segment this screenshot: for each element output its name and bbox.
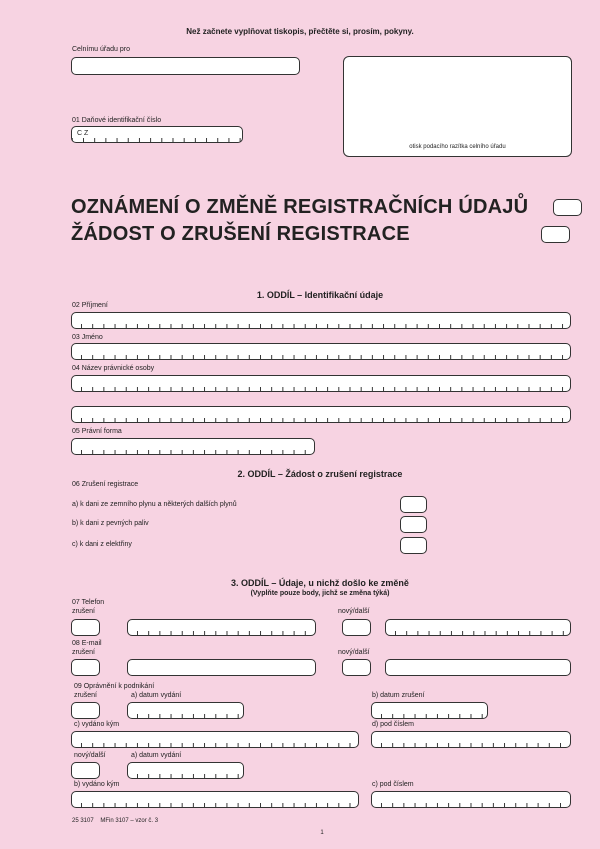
title-cancel-checkbox[interactable] [541,226,570,243]
permit-issued-by-input[interactable] [71,731,359,748]
dic-prefix: C Z [77,130,89,137]
phone-cancel-checkbox[interactable] [71,619,100,636]
permit-issued-by-label: c) vydáno kým [74,721,120,728]
title-change: OZNÁMENÍ O ZMĚNĚ REGISTRAČNÍCH ÚDAJŮ [71,196,529,218]
permit-cancel-checkbox[interactable] [71,702,100,719]
stamp-box [343,56,572,157]
surname-input[interactable] [71,312,571,329]
phone-new-checkbox[interactable] [342,619,371,636]
permit-new-issued-by-input[interactable] [71,791,359,808]
permit-new-issued-by-label: b) vydáno kým [74,781,120,788]
permit-ref-input[interactable] [371,731,571,748]
legal-form-label: 05 Právní forma [72,428,122,435]
dic-input[interactable] [71,126,243,143]
permit-issue-date-input[interactable] [127,702,244,719]
option-electric-checkbox[interactable] [400,537,427,554]
permit-cancel-date-label: b) datum zrušení [372,692,425,699]
phone-cancel-label: zrušení [72,608,95,615]
permit-new-issue-date-label: a) datum vydání [131,752,182,759]
phone-new-input[interactable] [385,619,571,636]
email-cancel-checkbox[interactable] [71,659,100,676]
email-new-checkbox[interactable] [342,659,371,676]
page-number: 1 [320,830,324,836]
permit-cancel-label: zrušení [74,692,97,699]
dic-label: 01 Daňové identifikační číslo [72,117,162,124]
instruction-text: Než začnete vyplňovat tiskopis, přečtěte si, prosím, pokyny. [186,27,414,36]
option-gas-label: a) k dani ze zemního plynu a některých dalších plynů [72,501,237,508]
company-input-1[interactable] [71,375,571,392]
permit-label: 09 Oprávnění k podnikání [74,683,155,690]
name-label: 03 Jméno [72,334,103,341]
cancel-reg-label: 06 Zrušení registrace [72,481,139,488]
office-input[interactable] [71,57,300,75]
section3-heading: 3. ODDÍL – Údaje, u nichž došlo ke změně [231,578,409,588]
permit-new-issue-date-input[interactable] [127,762,244,779]
section2-heading: 2. ODDÍL – Žádost o zrušení registrace [237,469,403,479]
email-new-input[interactable] [385,659,571,676]
legal-form-input[interactable] [71,438,315,455]
phone-new-label: nový/další [338,608,370,615]
stamp-label: otisk podacího razítka celního úřadu [409,144,506,150]
option-electric-label: c) k dani z elektřiny [72,541,132,548]
section1-heading: 1. ODDÍL – Identifikační údaje [256,290,384,300]
permit-issue-date-label: a) datum vydání [131,692,182,699]
email-new-label: nový/další [338,649,370,656]
name-input[interactable] [71,343,571,360]
title-change-checkbox[interactable] [553,199,582,216]
permit-new-checkbox[interactable] [71,762,100,779]
company-label: 04 Název právnické osoby [72,365,155,372]
company-input-2[interactable] [71,406,571,423]
phone-old-input[interactable] [127,619,316,636]
option-gas-checkbox[interactable] [400,496,427,513]
email-label: 08 E-mail [72,640,102,647]
section3-subheading: (Vyplňte pouze body, jichž se změna týká) [250,590,390,597]
office-label: Celnímu úřadu pro [72,46,130,53]
permit-new-label: nový/další [74,752,106,759]
permit-new-ref-input[interactable] [371,791,571,808]
option-solid-checkbox[interactable] [400,516,427,533]
email-cancel-label: zrušení [72,649,95,656]
surname-label: 02 Příjmení [72,302,108,309]
permit-ref-label: d) pod číslem [372,721,415,728]
title-cancel: ŽÁDOST O ZRUŠENÍ REGISTRACE [71,223,410,245]
permit-new-ref-label: c) pod číslem [372,781,414,788]
form-code: 25 3107 MFin 3107 – vzor č. 3 [72,818,159,824]
option-solid-label: b) k dani z pevných paliv [72,520,149,527]
phone-label: 07 Telefon [72,599,105,606]
email-old-input[interactable] [127,659,316,676]
permit-cancel-date-input[interactable] [371,702,488,719]
